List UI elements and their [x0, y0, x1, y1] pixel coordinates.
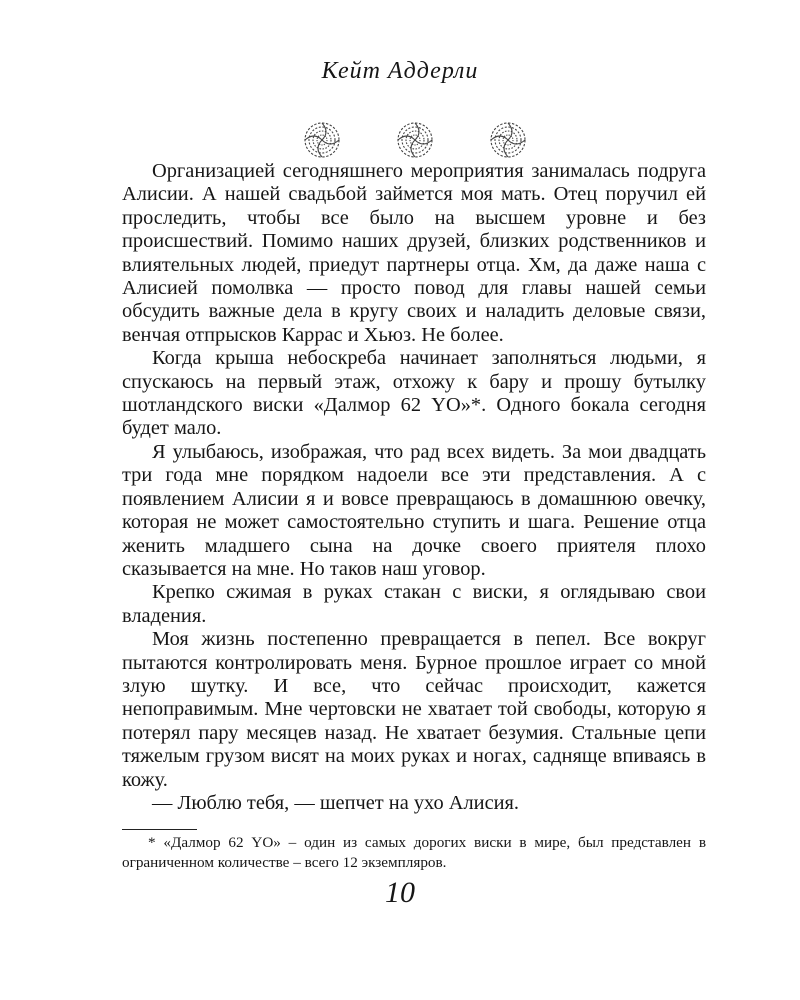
swirl-ornament-icon [302, 120, 342, 160]
body-text [122, 160, 706, 815]
paragraph: — Люблю тебя, — шепчет на ухо Алисия. [152, 791, 520, 814]
page-number: 10 [385, 876, 415, 909]
paragraph: Когда крыша небоскреба начинает заполняться людьми, я спускаюсь на первый этаж, отхожу к бару и прошу бутылку шотландского виски «Далмор 62 YO»*. Одного бокала сегодня будет мало. [122, 347, 706, 440]
paragraph: Я улыбаюсь, изображая, что рад всех видеть. За мои двадцать три года мне порядком надоели все эти представления. А с появлением Алисии я и вовсе превращаюсь в домашнюю овечку, которая не может самостоятельно ступить и шага. Решение отца женить младшего сына на дочке своего приятеля плохо сказывается на мне. Но таков наш уговор. [122, 440, 706, 580]
ornament-divider [0, 120, 800, 160]
swirl-ornament-icon [395, 120, 435, 160]
paragraph: Крепко сжимая в руках стакан с виски, я оглядываю свои владения. [122, 581, 706, 627]
footnote [122, 833, 706, 873]
paragraph: Организацией сегодняшнего мероприятия занималась подруга Алисии. А нашей свадьбой займется моя мать. Отец поручил ей проследить, чтобы все было на высшем уровне и без происшествий. Помимо наших друзей, близких родственников и влиятельных людей, приедут партнеры отца. Хм, да даже наша с Алисией помолвка — просто повод для главы нашей семьи обсудить важные дела в кругу своих и наладить деловые связи, венчая отпрысков Каррас и Хьюз. Не более. [122, 160, 706, 346]
running-header: Кейт Аддерли [321, 58, 479, 84]
swirl-ornament-icon [488, 120, 528, 160]
footnote-divider [122, 829, 197, 830]
footnote-text: * «Далмор 62 YO» – один из самых дорогих виски в мире, был представлен в ограниченном количестве – всего 12 экземпляров. [122, 834, 706, 871]
paragraph: Моя жизнь постепенно превращается в пепел. Все вокруг пытаются контролировать меня. Бурное прошлое играет со мной злую шутку. И все, что сейчас происходит, кажется непоправимым. Мне чертовски не хватает той свободы, которую я потерял пару месяцев назад. Не хватает безумия. Стальные цепи тяжелым грузом висят на моих руках и ногах, саднящe впиваясь в кожу. [122, 628, 706, 791]
